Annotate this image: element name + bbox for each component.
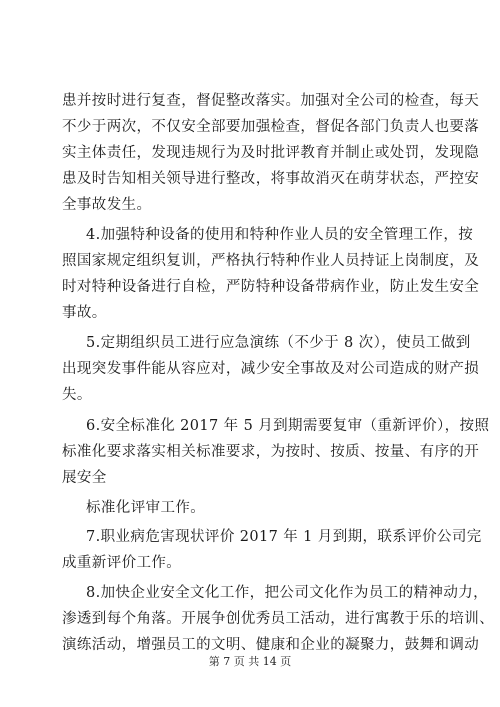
text-line: 不少于两次，不仅安全部要加强检查，督促各部门负责人也要落 [62,119,480,135]
text-line: 标准化评审工作。 [86,500,206,516]
text-line: 时对特种设备进行自检，严防特种设备带病作业，防止发生安全 [62,279,480,295]
text-line: 出现突发事件能从容应对，减少安全事故及对公司造成的财产损 [62,361,480,377]
text-line: 成重新评价工作。 [62,555,182,571]
text-line: 全事故发生。 [62,197,152,213]
text-line: 失。 [62,387,92,403]
text-line: 6.安全标准化 2017 年 5 月到期需要复审（重新评价），按照 [86,418,490,434]
text-line: 患及时告知相关领导进行整改，将事故消灭在萌芽状态，严控安 [62,171,480,187]
text-line: 标准化要求落实相关标准要求，为按时、按质、按量、有序的开 [62,444,480,460]
text-line: 照国家规定组织复训，严格执行特种作业人员持证上岗制度，及 [62,253,480,269]
text-line: 5.定期组织员工进行应急演练（不少于 8 次），使员工做到 [86,335,471,351]
text-line: 7.职业病危害现状评价 2017 年 1 月到期，联系评价公司完 [86,529,482,545]
text-line: 渗透到每个角落。开展争创优秀员工活动，进行寓教于乐的培训、 [62,611,495,627]
text-line: 实主体责任，发现违规行为及时批评教育并制止或处罚，发现隐 [62,145,480,161]
text-line: 演练活动，增强员工的文明、健康和企业的凝聚力，鼓舞和调动 [62,637,480,653]
text-line: 患并按时进行复查，督促整改落实。加强对全公司的检查，每天 [62,93,480,109]
text-line: 8.加快企业安全文化工作，把公司文化作为员工的精神动力， [86,585,489,601]
page-number-footer: 第 7 页 共 14 页 [208,655,292,668]
text-line: 展安全 [62,470,107,486]
text-line: 事故。 [62,305,107,321]
text-line: 4.加强特种设备的使用和特种作业人员的安全管理工作，按 [86,227,474,243]
